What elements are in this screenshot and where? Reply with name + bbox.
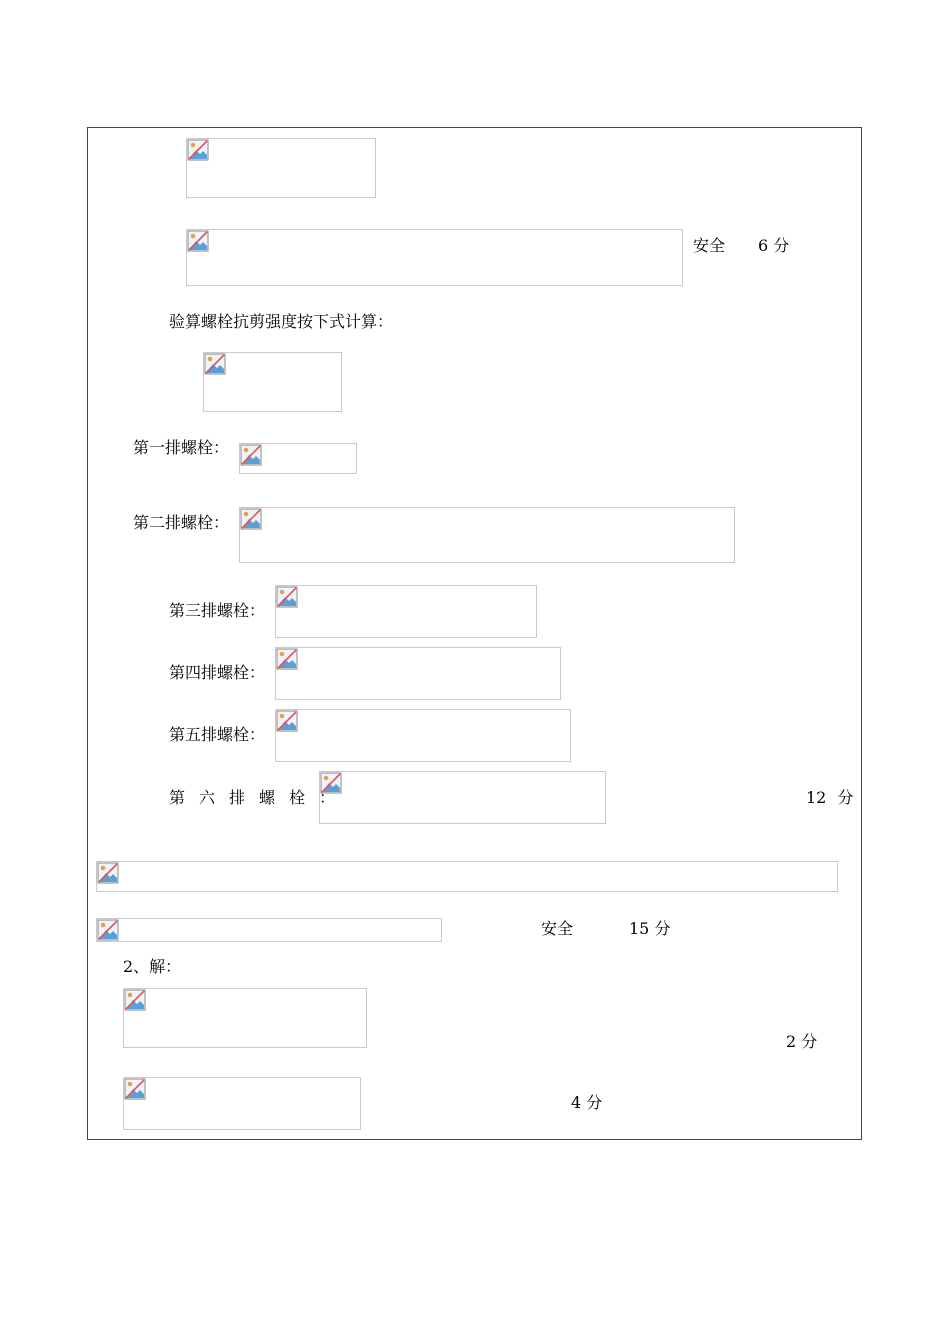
- formula-image-row4: [275, 647, 561, 700]
- formula-image-row3: [275, 585, 537, 638]
- score-15: 15 分: [629, 919, 671, 938]
- formula-image-row1: [239, 443, 357, 474]
- safe-label-2: 安全: [541, 919, 574, 938]
- score-4: 4 分: [571, 1093, 603, 1112]
- row-5-label: 第五排螺栓：: [169, 725, 266, 744]
- formula-image-3: [203, 352, 342, 412]
- row-3-label: 第三排螺栓：: [169, 601, 266, 620]
- formula-image-row2: [239, 507, 735, 563]
- score-12: 12 分: [806, 788, 854, 807]
- solution-2-heading: 2、解：: [123, 957, 182, 976]
- safe-label-1: 安全: [693, 236, 726, 255]
- formula-image-row5: [275, 709, 571, 762]
- formula-image-2: [186, 229, 683, 286]
- formula-image-row6: [319, 771, 606, 824]
- row-4-label: 第四排螺栓：: [169, 663, 266, 682]
- formula-image-sol-2: [123, 1077, 361, 1130]
- shear-intro: 验算螺栓抗剪强度按下式计算：: [169, 312, 394, 331]
- row-6-label: 第六排螺栓：: [169, 788, 350, 807]
- formula-image-wide: [96, 861, 838, 892]
- score-2: 2 分: [786, 1032, 818, 1051]
- row-2-label: 第二排螺栓：: [133, 513, 230, 532]
- formula-image-check: [96, 918, 442, 942]
- formula-image-sol-1: [123, 988, 367, 1048]
- row-1-label: 第一排螺栓：: [133, 438, 230, 457]
- score-6: 6 分: [758, 236, 790, 255]
- formula-image-1: [186, 138, 376, 198]
